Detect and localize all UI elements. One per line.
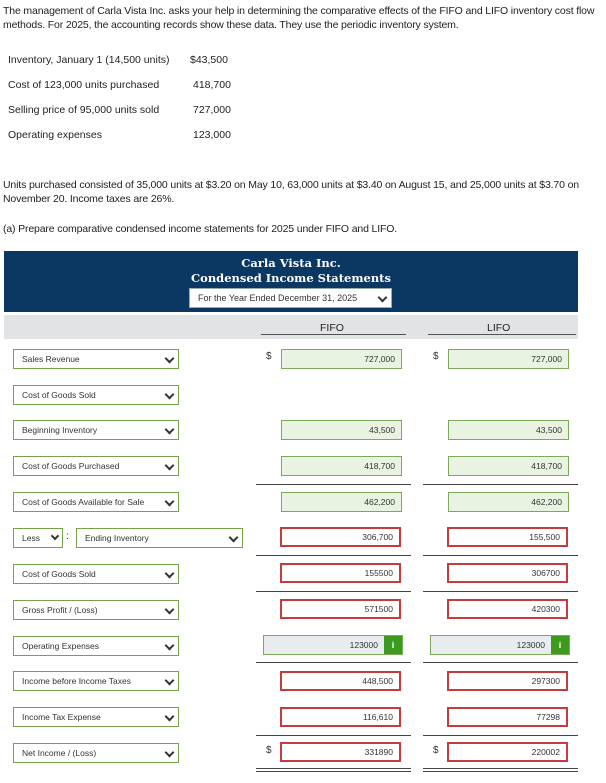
given-label-purchases: Cost of 123,000 units purchased <box>8 79 160 91</box>
row-label-sales-revenue[interactable] <box>13 349 179 369</box>
row-label-text: Cost of Goods Sold <box>22 569 96 579</box>
row-label-text: Net Income / (Loss) <box>22 748 97 758</box>
purchases-note: Units purchased consisted of 35,000 units at $3.20 on May 10, 63,000 units at $3.40 on August 15, and 25,000 units at $3.70 on November 20. Income taxes are 26%. <box>3 179 579 205</box>
fifo-gross-profit-input[interactable]: 571500 <box>280 599 401 619</box>
fifo-dollar-sign: $ <box>266 745 272 756</box>
row-label-text: Ending Inventory <box>85 533 149 543</box>
fifo-subtotal-line <box>256 662 411 663</box>
row-label-ending-inventory[interactable] <box>76 528 243 548</box>
fifo-beginning-inventory-input[interactable]: 43,500 <box>281 420 402 440</box>
lifo-sales-revenue-input[interactable]: 727,000 <box>448 349 569 369</box>
row-label-gross-profit[interactable] <box>13 600 179 620</box>
chevron-down-icon <box>165 390 175 400</box>
info-icon[interactable]: i <box>551 636 569 654</box>
row-label-net-income[interactable] <box>13 743 179 763</box>
fifo-subtotal-line <box>256 591 411 592</box>
row-label-cogs-header[interactable] <box>13 385 179 405</box>
chevron-down-icon <box>51 532 59 540</box>
problem-intro: The management of Carla Vista Inc. asks your help in determining the comparative effects of the FIFO and LIFO inventory cost flow methods. For 2025, the accounting records show these data. They use the periodic inventory system. <box>3 5 595 31</box>
statement-title: Condensed Income Statements <box>191 271 391 285</box>
fifo-double-underline <box>256 768 411 769</box>
company-name: Carla Vista Inc. <box>241 256 341 270</box>
lifo-income-tax-input[interactable]: 77298 <box>447 707 568 727</box>
given-label-sales: Selling price of 95,000 units sold <box>8 104 160 116</box>
colon-separator: : <box>66 531 69 542</box>
chevron-down-icon <box>165 748 175 758</box>
given-value-inventory: $43,500 <box>190 54 228 66</box>
question-text: (a) Prepare comparative condensed income statements for 2025 under FIFO and LIFO. <box>3 223 398 235</box>
fifo-sales-revenue-input[interactable]: 727,000 <box>281 349 402 369</box>
statement-header <box>4 251 578 312</box>
lifo-double-underline <box>423 771 578 772</box>
lifo-cogs-input[interactable]: 306700 <box>447 563 568 583</box>
lifo-operating-expenses-value: 123000 <box>516 640 545 650</box>
chevron-down-icon <box>378 293 388 303</box>
fifo-ending-inventory-input[interactable]: 306,700 <box>280 527 401 547</box>
fifo-goods-purchased-input[interactable]: 418,700 <box>281 456 402 476</box>
fifo-income-before-taxes-input[interactable]: 448,500 <box>280 671 401 691</box>
fifo-income-tax-input[interactable]: 116,610 <box>280 707 401 727</box>
fifo-double-underline <box>256 771 411 772</box>
row-label-operating-expenses[interactable] <box>13 636 179 656</box>
row-label-text: Cost of Goods Available for Sale <box>22 497 145 507</box>
lifo-ending-inventory-input[interactable]: 155,500 <box>447 527 568 547</box>
lifo-beginning-inventory-input[interactable]: 43,500 <box>448 420 569 440</box>
row-prefix-less[interactable] <box>13 528 63 548</box>
row-label-cost-of-goods-sold[interactable] <box>13 564 179 584</box>
lifo-subtotal-line <box>423 662 578 663</box>
chevron-down-icon <box>165 497 175 507</box>
lifo-net-income-input[interactable]: 220002 <box>447 742 568 762</box>
row-label-text: Income before Income Taxes <box>22 676 131 686</box>
chevron-down-icon <box>165 354 175 364</box>
lifo-header-underline <box>428 334 576 335</box>
fifo-subtotal-line <box>256 484 411 485</box>
lifo-subtotal-line <box>423 484 578 485</box>
row-label-text: Beginning Inventory <box>22 425 98 435</box>
row-label-text: Cost of Goods Purchased <box>22 461 120 471</box>
given-value-purchases: 418,700 <box>193 79 231 91</box>
given-label-opex: Operating expenses <box>8 129 102 141</box>
given-value-sales: 727,000 <box>193 104 231 116</box>
row-label-text: Sales Revenue <box>22 354 80 364</box>
fifo-net-income-input[interactable]: 331890 <box>280 742 401 762</box>
fifo-operating-expenses-value: 123000 <box>349 640 378 650</box>
chevron-down-icon <box>165 425 175 435</box>
lifo-income-before-taxes-input[interactable]: 297300 <box>447 671 568 691</box>
row-label-beginning-inventory[interactable] <box>13 420 179 440</box>
chevron-down-icon <box>165 676 175 686</box>
lifo-goods-available-input[interactable]: 462,200 <box>448 492 569 512</box>
chevron-down-icon <box>165 569 175 579</box>
fifo-column-header: FIFO <box>320 322 344 334</box>
period-select-label: For the Year Ended December 31, 2025 <box>198 293 358 303</box>
lifo-operating-expenses-input[interactable] <box>430 635 570 655</box>
fifo-subtotal-line <box>256 555 411 556</box>
chevron-down-icon <box>165 461 175 471</box>
period-select[interactable] <box>189 288 392 308</box>
lifo-subtotal-line <box>423 591 578 592</box>
given-label-inventory: Inventory, January 1 (14,500 units) <box>8 54 170 66</box>
fifo-cogs-input[interactable]: 155500 <box>280 563 401 583</box>
lifo-column-header: LIFO <box>487 322 511 334</box>
fifo-header-underline <box>261 334 406 335</box>
chevron-down-icon <box>229 533 239 543</box>
row-label-text: Cost of Goods Sold <box>22 390 96 400</box>
chevron-down-icon <box>165 641 175 651</box>
chevron-down-icon <box>165 605 175 615</box>
lifo-goods-purchased-input[interactable]: 418,700 <box>448 456 569 476</box>
lifo-dollar-sign: $ <box>433 745 439 756</box>
fifo-operating-expenses-input[interactable] <box>263 635 403 655</box>
lifo-dollar-sign: $ <box>433 351 439 362</box>
lifo-subtotal-line <box>423 555 578 556</box>
row-label-text: Operating Expenses <box>22 641 100 651</box>
fifo-subtotal-line <box>256 735 411 736</box>
row-label-text: Income Tax Expense <box>22 712 101 722</box>
row-prefix-text: Less <box>22 533 40 543</box>
given-value-opex: 123,000 <box>193 129 231 141</box>
fifo-goods-available-input[interactable]: 462,200 <box>281 492 402 512</box>
chevron-down-icon <box>165 712 175 722</box>
row-label-income-tax-expense[interactable] <box>13 707 179 727</box>
lifo-gross-profit-input[interactable]: 420300 <box>447 599 568 619</box>
lifo-double-underline <box>423 768 578 769</box>
row-label-text: Gross Profit / (Loss) <box>22 605 98 615</box>
row-label-goods-available[interactable] <box>13 492 179 512</box>
fifo-dollar-sign: $ <box>266 351 272 362</box>
info-icon[interactable]: i <box>384 636 402 654</box>
row-label-goods-purchased[interactable] <box>13 456 179 476</box>
row-label-income-before-taxes[interactable] <box>13 671 179 691</box>
lifo-subtotal-line <box>423 735 578 736</box>
